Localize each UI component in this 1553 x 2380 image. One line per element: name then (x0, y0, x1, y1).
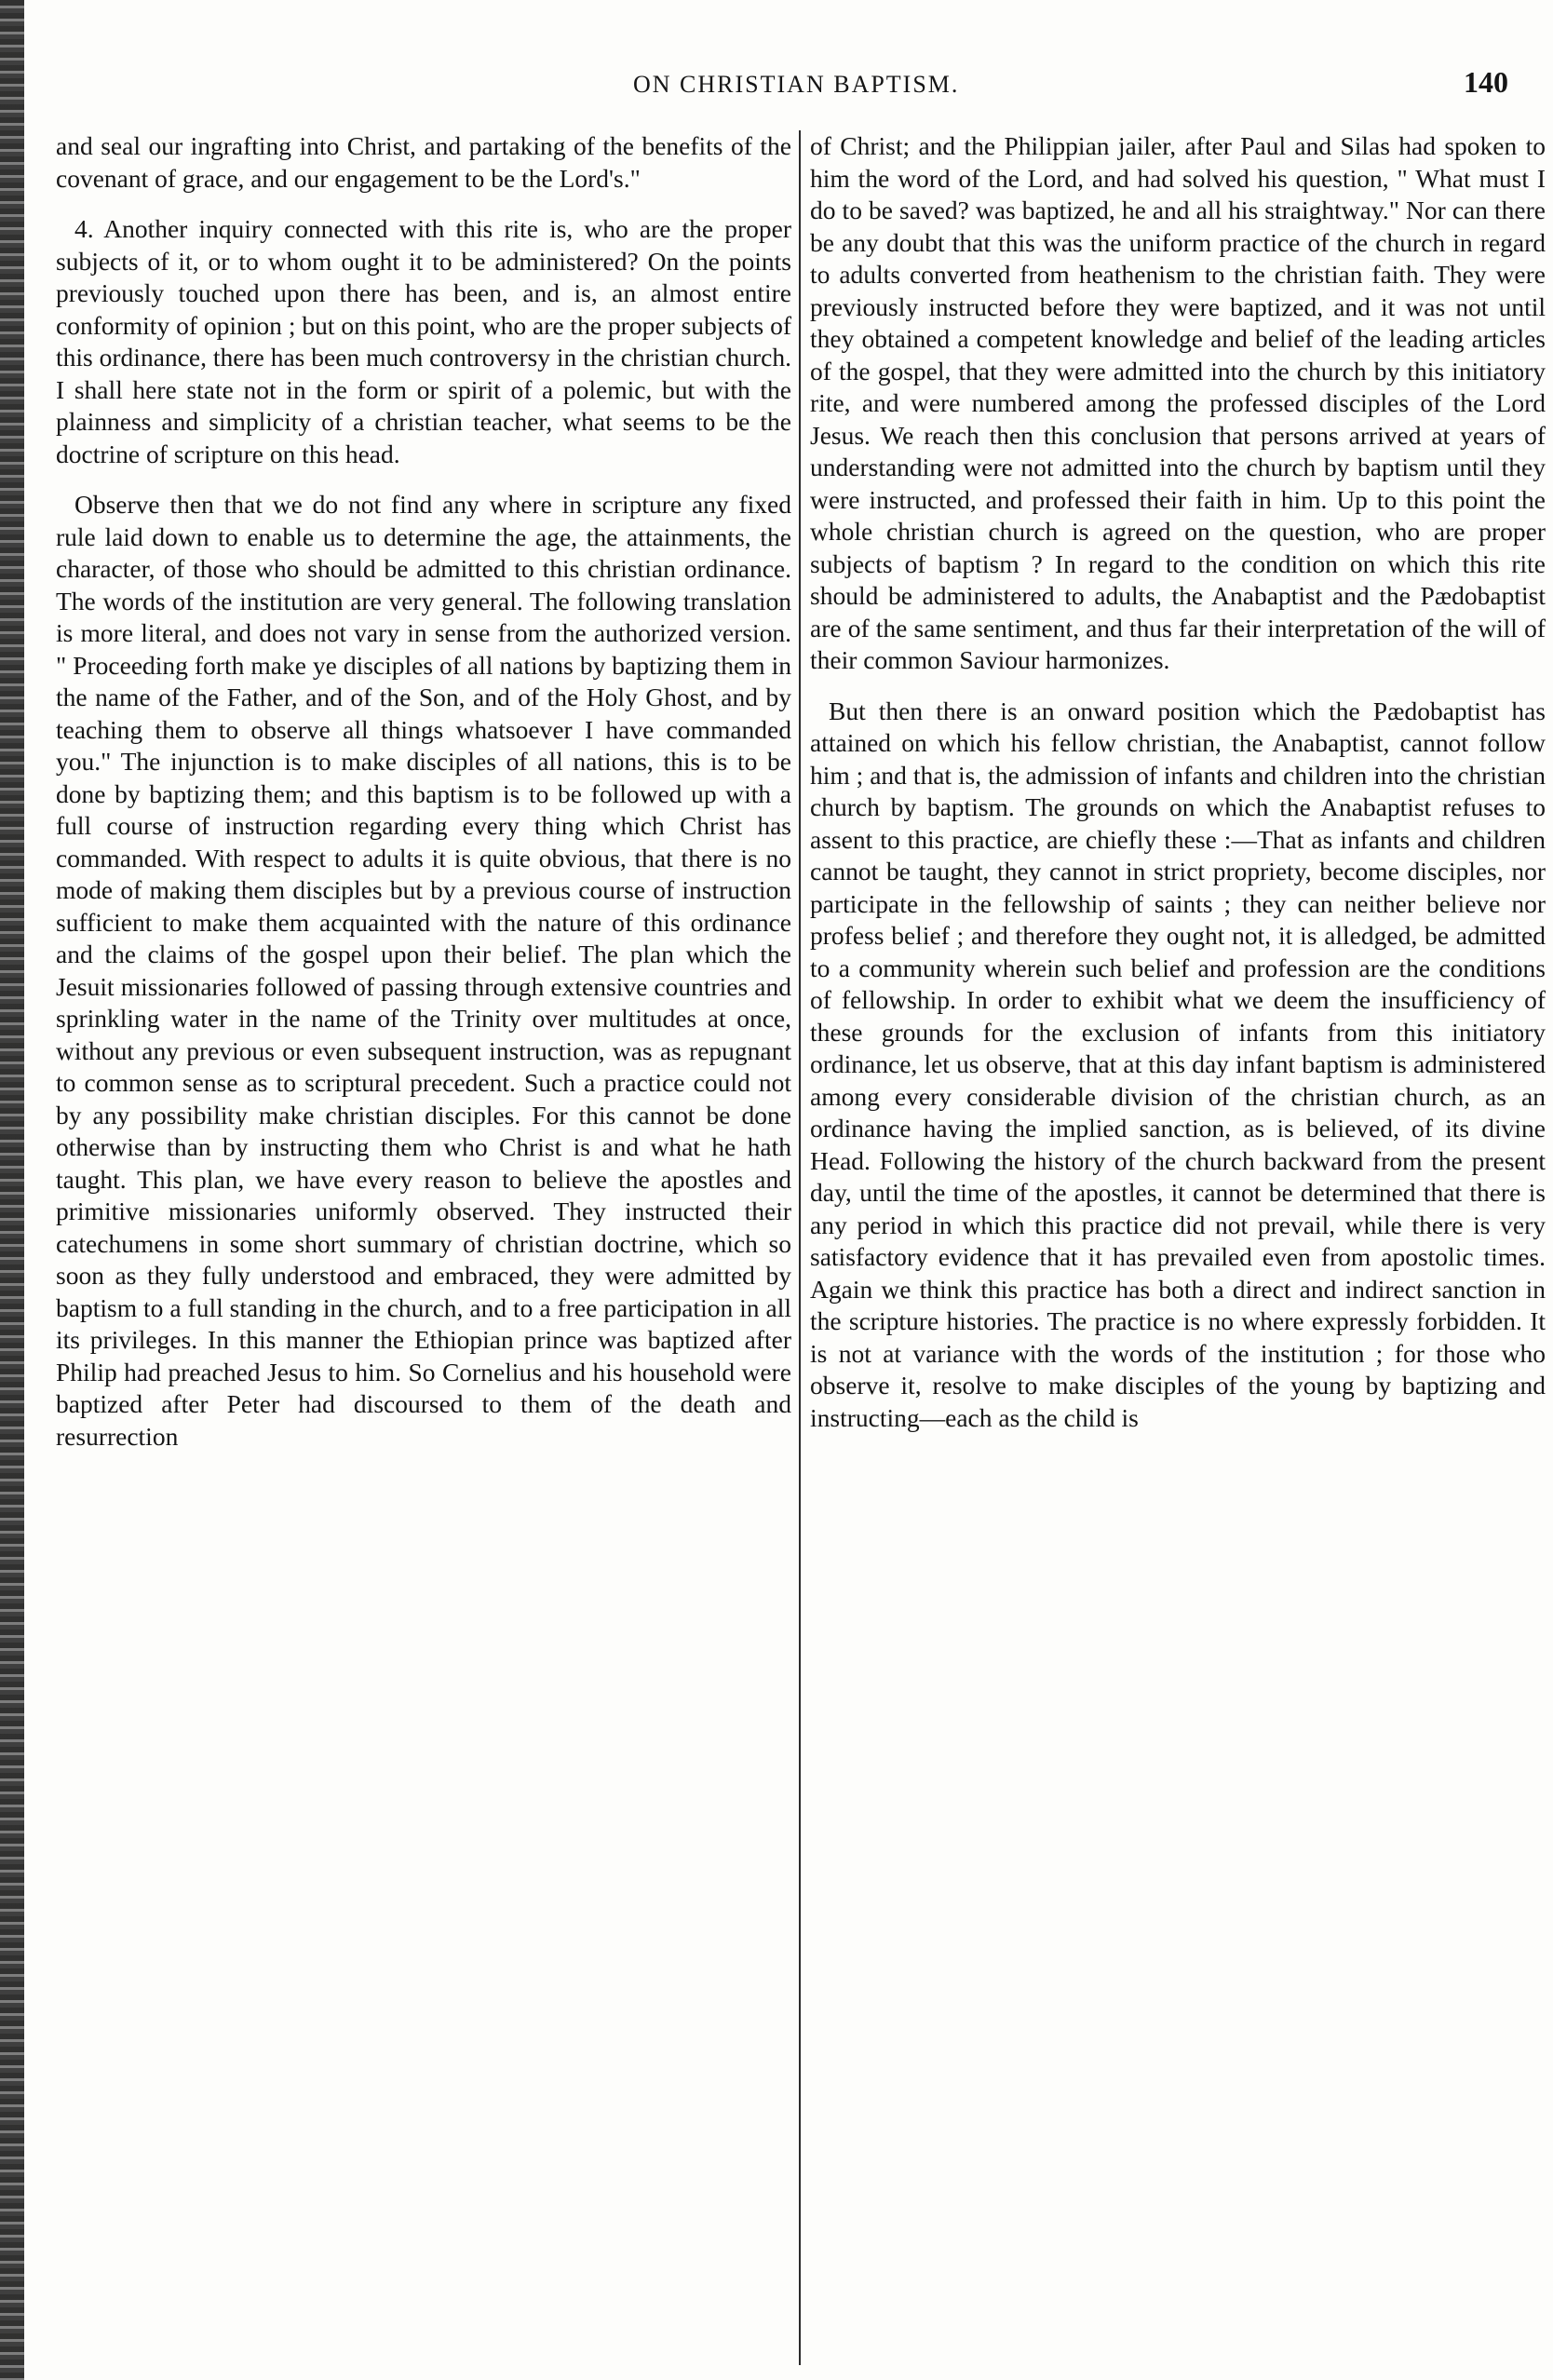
column-divider (799, 130, 801, 2365)
running-title: ON CHRISTIAN BAPTISM. (633, 71, 960, 98)
running-head (56, 65, 1508, 102)
left-column (56, 130, 791, 1471)
page-number: 140 (1464, 65, 1508, 99)
right-paragraph-1: of Christ; and the Philippian jailer, after Paul and Silas had spoken to him the word of the Lord, and had solved his question, " What must I do to be saved? was baptized, he and all his straightway." Nor can there be any doubt that this was the uniform practice of the church in regard to adults converted from heathenism to the christian faith. They were previously instructed before they were baptized, and it was not until they obtained a competent knowledge and belief of the leading articles of the gospel, that they were admitted into the church by this initiatory rite, and were numbered among the professed disciples of the Lord Jesus. We reach then this conclusion that persons arrived at years of understanding were not admitted into the church by baptism until they were instructed, and professed their faith in him. Up to this point the whole christian church is agreed on the question, who are proper subjects of baptism ? In regard to the condition on which this rite should be administered to adults, the Anabaptist and the Pædobaptist are of the same sentiment, and thus far their interpretation of the will of their common Saviour harmonizes. (810, 131, 1546, 674)
right-column (810, 130, 1546, 1453)
left-paragraph-1: and seal our ingrafting into Christ, and partaking of the benefits of the covenant of grace, and our engagement to be the Lord's." (56, 131, 791, 193)
right-paragraph-2: But then there is an onward position which the Pædobaptist has attained on which his fellow christian, the Anabaptist, cannot follow him ; and that is, the admission of infants and children into the christian church by baptism. The grounds on which the Anabaptist refuses to assent to this practice, are chiefly these :—That as infants and children cannot be taught, they cannot in strict propriety, become disciples, nor participate in the fellowship of saints ; they can neither believe nor profess belief ; and therefore they ought not, it is alledged, be admitted to a community wherein such belief and profession are the conditions of fellowship. In order to exhibit what we deem the insufficiency of these grounds for the exclusion of infants from this initiatory ordinance, let us observe, that at this day infant baptism is administered among every considerable division of the christian church, as an ordinance having the implied sanction, as is believed, of its divine Head. Following the history of the church backward from the present day, until the time of the apostles, it cannot be determined that there is any period in which this practice did not prevail, while there is very satisfactory evidence that it has prevailed even from apostolic times. Again we think this practice has both a direct and indirect sanction in the scripture histories. The practice is no where expressly forbidden. It is not at variance with the words of the institution ; for those who observe it, resolve to make disciples of the young by baptizing and instructing—each as the child is (810, 696, 1546, 1432)
left-paragraph-3: Observe then that we do not find any where in scripture any fixed rule laid down to enable us to determine the age, the attainments, the character, of those who should be admitted to this christian ordinance. The words of the institution are very general. The following translation is more literal, and does not vary in sense from the authorized version. " Proceeding forth make ye disciples of all nations by baptizing them in the name of the Father, and of the Son, and of the Holy Ghost, and by teaching them to observe all things whatsoever I have commanded you." The injunction is to make disciples of all nations, this is to be done by baptizing them; and this baptism is to be followed up with a full course of instruction regarding every thing which Christ has commanded. With respect to adults it is quite obvious, that there is no mode of making them disciples but by a previous course of instruction sufficient to make them acquainted with the nature of this ordinance and the claims of the gospel upon their belief. The plan which the Jesuit missionaries followed of passing through extensive countries and sprinkling water in the name of the Trinity over multitudes at once, without any previous or even subsequent instruction, was as repugnant to common sense as to scriptural precedent. Such a practice could not by any possibility make christian disciples. For this cannot be done otherwise than by instructing them who Christ is and what he hath taught. This plan, we have every reason to believe the apostles and primitive missionaries uniformly observed. They instructed their catechumens in some short summary of christian doctrine, which so soon as they fully understood and embraced, they were admitted by baptism to a full standing in the church, and to a free participation in all its privileges. In this manner the Ethiopian prince was baptized after Philip had preached Jesus to him. So Cornelius and his household were baptized after Peter had discoursed to them of the death and resurrection (56, 490, 791, 1451)
left-paragraph-2: 4. Another inquiry connected with this rite is, who are the proper subjects of it, or to whom ought it to be administered? On the points previously touched upon there has been, and is, an almost entire conformity of opinion ; but on this point, who are the proper subjects of this ordinance, there has been much controversy in the christian church. I shall here state not in the form or spirit of a polemic, but with the plainness and simplicity of a christian teacher, what seems to be the doctrine of scripture on this head. (56, 214, 791, 468)
binding-edge (0, 0, 24, 2380)
